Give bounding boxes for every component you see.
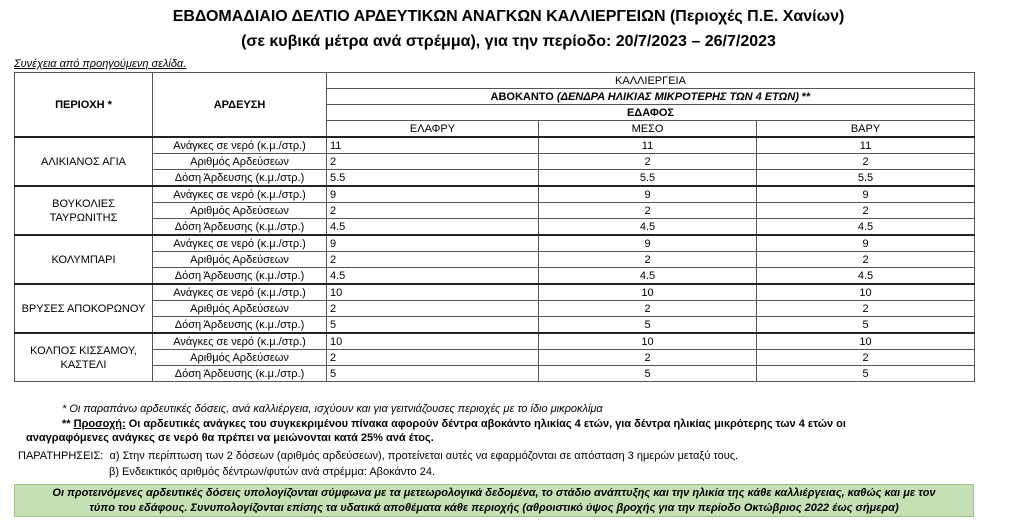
value-medium: 2: [539, 301, 757, 317]
row-label: Δόση Άρδευσης (κ.μ./στρ.): [153, 366, 327, 382]
value-light: 2: [327, 350, 539, 366]
page-title: ΕΒΔΟΜΑΔΙΑΙΟ ΔΕΛΤΙΟ ΑΡΔΕΥΤΙΚΩΝ ΑΝΑΓΚΩΝ ΚΑΛΛΙΕΡΓΕΙΩΝ (Περιοχές Π.Ε. Χανίων): [172, 8, 845, 25]
table-row: [15, 154, 975, 170]
table-row: [15, 203, 975, 219]
table-row: [15, 350, 975, 366]
note-attention-text: Οι αρδευτικές ανάγκες του συγκεκριμένου πίνακα αφορούν δέντρα αβοκάντο ηλικίας 4 ετών, για δέντρα ηλικίας μικρότερης των 4 ετών οι: [125, 418, 846, 430]
region-name: ΚΟΛΠΟΣ ΚΙΣΣΑΜΟΥ, ΚΑΣΤΕΛΙ: [15, 333, 153, 382]
crop-name: ΑΒΟΚΑΝΤΟ: [490, 90, 554, 103]
row-label: Ανάγκες σε νερό (κ.μ./στρ.): [153, 333, 327, 350]
row-label: Ανάγκες σε νερό (κ.μ./στρ.): [153, 137, 327, 154]
note-attention-continued: αναγραφόμενες ανάγκες σε νερό θα πρέπει να μειώνονται κατά 25% ανά έτος.: [26, 432, 434, 444]
crop-header: ΚΑΛΛΙΕΡΓΕΙΑ: [327, 73, 975, 89]
footer-line-2: τύπο του εδάφους. Συνυπολογίζονται επίσης τα υδατικά αποθέματα κάθε περιοχής (αθροιστικό ύψος βροχής για την περίοδο Οκτώβριος 2022 έως σήμερα): [89, 502, 899, 514]
row-label: Αριθμός Αρδεύσεων: [153, 301, 327, 317]
row-label: Δόση Άρδευσης (κ.μ./στρ.): [153, 268, 327, 285]
soil-light-header: ΕΛΑΦΡΥ: [327, 121, 539, 138]
value-heavy: 2: [757, 154, 975, 170]
footer-line-1: Οι προτεινόμενες αρδευτικές δόσεις υπολογίζονται σύμφωνα με τα μετεωρολογικά δεδομένα, το στάδιο ανάπτυξης και την ηλικία της κάθε καλλιέργειας, καθώς και με τον: [52, 487, 936, 499]
value-light: 2: [327, 203, 539, 219]
value-heavy: 2: [757, 301, 975, 317]
table-row: [15, 333, 975, 350]
observation-a: α) Στην περίπτωση των 2 δόσεων (αριθμός αρδεύσεων), προτείνεται αυτές να εφαρμόζονται σε απόσταση 3 ημερών μεταξύ τους.: [109, 450, 739, 462]
value-heavy: 4.5: [757, 268, 975, 285]
irrigation-table: [14, 72, 975, 382]
value-medium: 2: [539, 252, 757, 268]
value-medium: 5.5: [539, 170, 757, 187]
value-heavy: 10: [757, 284, 975, 301]
value-medium: 2: [539, 203, 757, 219]
irrigation-header: ΑΡΔΕΥΣΗ: [153, 73, 327, 138]
value-light: 10: [327, 333, 539, 350]
crop-name-header: [327, 89, 975, 105]
row-label: Ανάγκες σε νερό (κ.μ./στρ.): [153, 235, 327, 252]
table-row: [15, 252, 975, 268]
row-label: Ανάγκες σε νερό (κ.μ./στρ.): [153, 284, 327, 301]
value-medium: 10: [539, 284, 757, 301]
crop-note-marker: **: [798, 90, 811, 103]
value-heavy: 10: [757, 333, 975, 350]
region-name: ΒΟΥΚΟΛΙΕΣ ΤΑΥΡΩΝΙΤΗΣ: [15, 186, 153, 235]
footer-note: [14, 484, 974, 517]
value-medium: 9: [539, 235, 757, 252]
value-heavy: 9: [757, 186, 975, 203]
value-medium: 4.5: [539, 219, 757, 236]
value-heavy: 2: [757, 252, 975, 268]
value-light: 5: [327, 317, 539, 334]
value-medium: 2: [539, 154, 757, 170]
table-row: [15, 268, 975, 285]
value-medium: 4.5: [539, 268, 757, 285]
soil-medium-header: ΜΕΣΟ: [539, 121, 757, 138]
table-row: [15, 170, 975, 187]
region-name: ΒΡΥΣΕΣ ΑΠΟΚΟΡΩΝΟΥ: [15, 284, 153, 333]
observations: [18, 450, 738, 462]
row-label: Αριθμός Αρδεύσεων: [153, 350, 327, 366]
table-row: [15, 235, 975, 252]
value-heavy: 2: [757, 203, 975, 219]
value-light: 5: [327, 366, 539, 382]
row-label: Δόση Άρδευσης (κ.μ./στρ.): [153, 170, 327, 187]
table-row: [15, 284, 975, 301]
value-light: 11: [327, 137, 539, 154]
table-row: [15, 366, 975, 382]
value-light: 9: [327, 186, 539, 203]
value-medium: 2: [539, 350, 757, 366]
row-label: Αριθμός Αρδεύσεων: [153, 203, 327, 219]
observation-b: β) Ενδεικτικός αριθμός δέντρων/φυτών ανά στρέμμα: Αβοκάντο 24.: [109, 466, 436, 478]
region-name: ΚΟΛΥΜΠΑΡΙ: [15, 235, 153, 284]
row-label: Δόση Άρδευσης (κ.μ./στρ.): [153, 219, 327, 236]
value-light: 2: [327, 301, 539, 317]
table-row: [15, 317, 975, 334]
region-name: ΑΛΙΚΙΑΝΟΣ ΑΓΙΑ: [15, 137, 153, 186]
value-heavy: 11: [757, 137, 975, 154]
row-label: Αριθμός Αρδεύσεων: [153, 252, 327, 268]
row-label: Δόση Άρδευσης (κ.μ./στρ.): [153, 317, 327, 334]
value-light: 10: [327, 284, 539, 301]
value-light: 4.5: [327, 268, 539, 285]
row-label: Αριθμός Αρδεύσεων: [153, 154, 327, 170]
row-label: Ανάγκες σε νερό (κ.μ./στρ.): [153, 186, 327, 203]
observations-label: ΠΑΡΑΤΗΡΗΣΕΙΣ:: [18, 450, 104, 462]
value-light: 5.5: [327, 170, 539, 187]
table-row: [15, 301, 975, 317]
value-heavy: 5: [757, 366, 975, 382]
table-row: [15, 219, 975, 236]
value-medium: 5: [539, 317, 757, 334]
value-medium: 11: [539, 137, 757, 154]
note-microclimate: * Οι παραπάνω αρδευτικές δόσεις, ανά καλλιέργεια, ισχύουν και για γειτνιάζουσες περιοχές με το ίδιο μικροκλίμα: [62, 403, 603, 415]
value-heavy: 5: [757, 317, 975, 334]
table-row: [15, 186, 975, 203]
value-medium: 9: [539, 186, 757, 203]
value-light: 4.5: [327, 219, 539, 236]
note-attention: [62, 418, 846, 430]
value-heavy: 4.5: [757, 219, 975, 236]
value-heavy: 9: [757, 235, 975, 252]
soil-heavy-header: ΒΑΡΥ: [757, 121, 975, 138]
note-attention-label: Προσοχή:: [73, 418, 126, 430]
value-heavy: 2: [757, 350, 975, 366]
value-light: 9: [327, 235, 539, 252]
value-light: 2: [327, 252, 539, 268]
page-subtitle: (σε κυβικά μέτρα ανά στρέμμα), για την περίοδο: 20/7/2023 – 26/7/2023: [241, 33, 776, 50]
value-light: 2: [327, 154, 539, 170]
table-row: [15, 137, 975, 154]
note-attention-marker: **: [62, 418, 74, 430]
value-medium: 5: [539, 366, 757, 382]
value-medium: 10: [539, 333, 757, 350]
continuation-note: Συνέχεια από προηγούμενη σελίδα.: [14, 58, 187, 70]
region-header: ΠΕΡΙΟΧΗ *: [15, 73, 153, 138]
value-heavy: 5.5: [757, 170, 975, 187]
crop-age-note: (ΔΕΝΔΡΑ ΗΛΙΚΙΑΣ ΜΙΚΡΟΤΕΡΗΣ ΤΩΝ 4 ΕΤΩΝ): [556, 90, 799, 103]
soil-header: ΕΔΑΦΟΣ: [327, 105, 975, 121]
